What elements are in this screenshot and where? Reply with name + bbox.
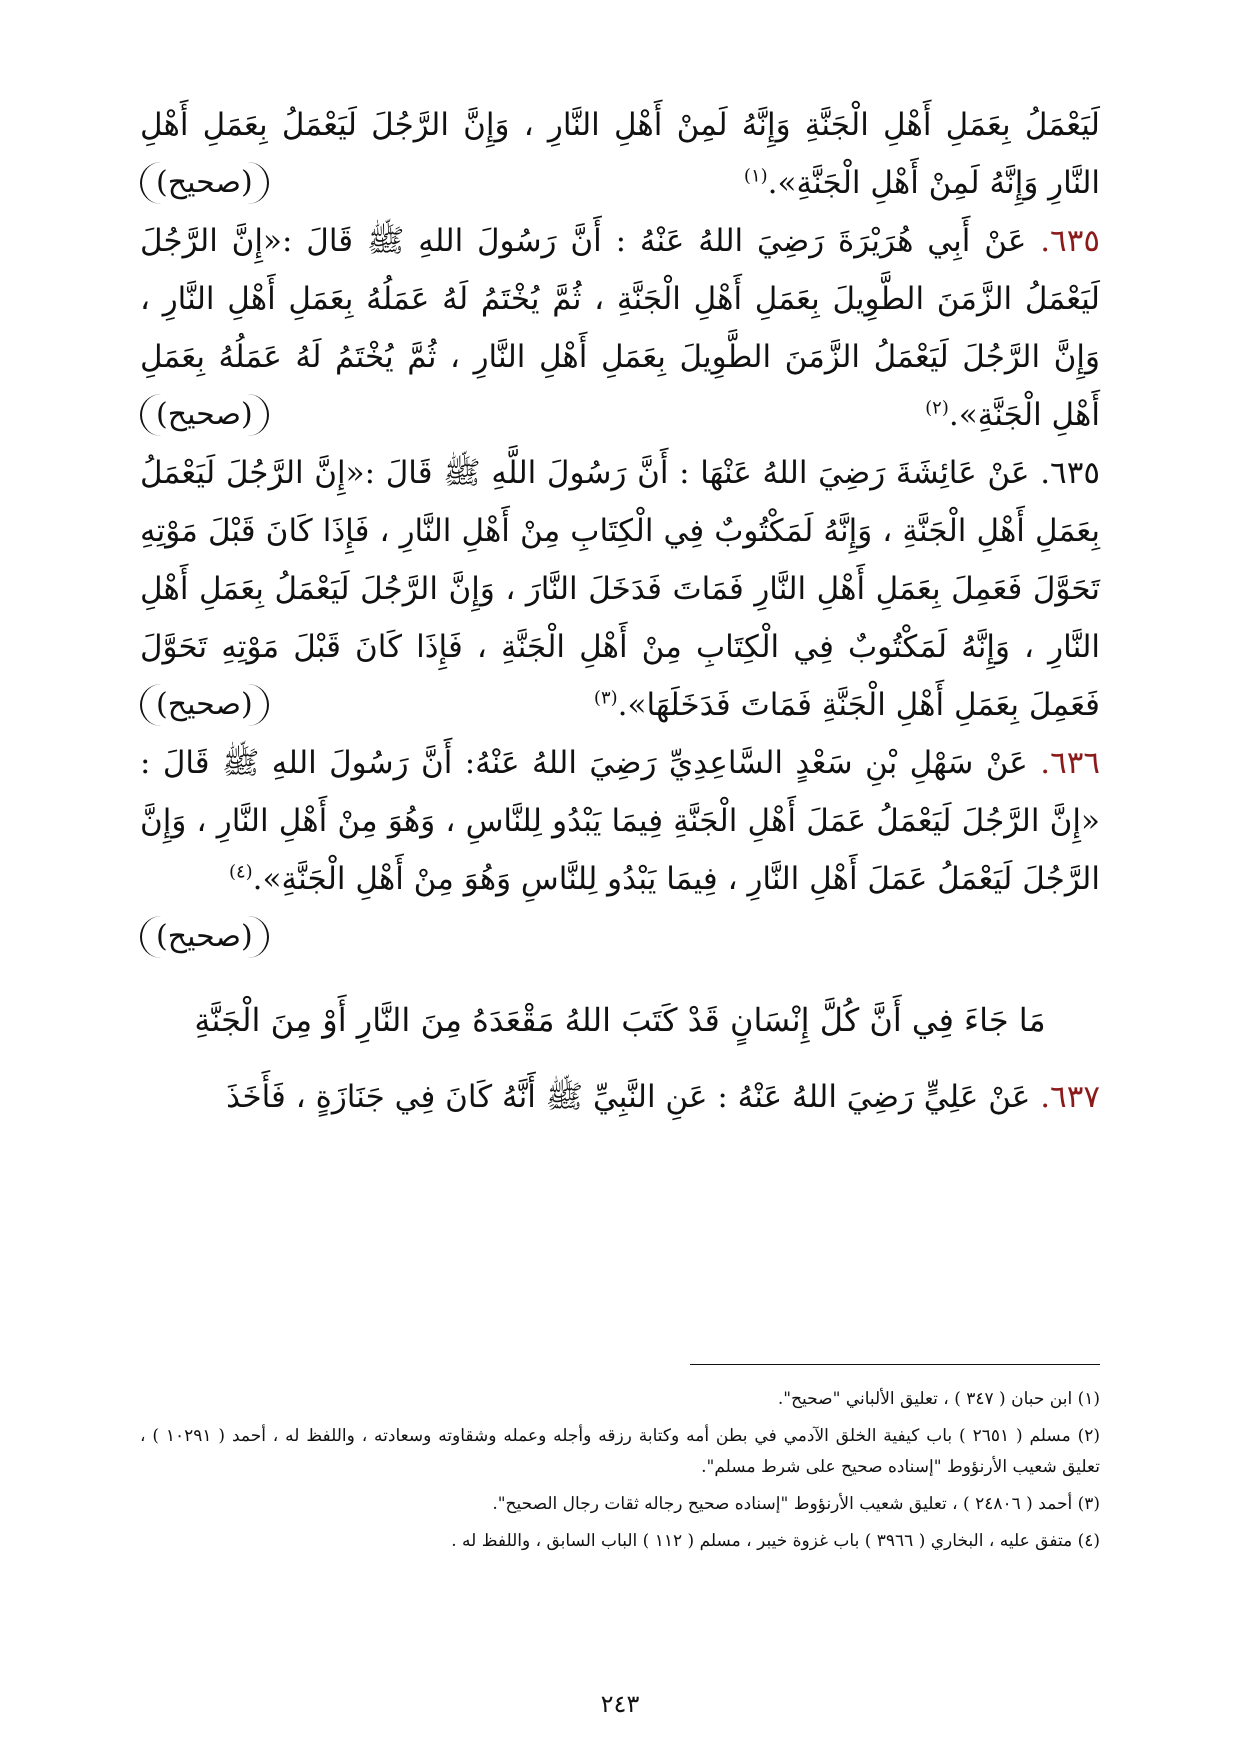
hadith-635b xyxy=(140,444,1100,734)
hadith-text: عَنْ عَائِشَةَ رَضِيَ اللهُ عَنْهَا : أَنَّ رَسُولَ اللَّهِ ﷺ قَالَ :«إِنَّ الرَّجُلَ لَيَعْمَلُ بِعَمَلِ أَهْلِ الْجَنَّةِ ، وَإِنَّهُ لَمَكْتُوبٌ فِي الْكِتَابِ مِنْ أَهْلِ النَّارِ ، فَإِذَا كَانَ قَبْلَ مَوْتِهِ تَحَوَّلَ فَعَمِلَ بِعَمَلِ أَهْلِ النَّارِ فَمَاتَ فَدَخَلَ النَّارَ ، وَإِنَّ الرَّجُلَ لَيَعْمَلُ بِعَمَلِ أَهْلِ النَّارِ ، وَإِنَّهُ لَمَكْتُوبٌ فِي الْكِتَابِ مِنْ أَهْلِ الْجَنَّةِ ، فَإِذَا كَانَ قَبْلَ مَوْتِهِ تَحَوَّلَ فَعَمِلَ بِعَمَلِ أَهْلِ الْجَنَّةِ فَمَاتَ فَدَخَلَهَا». xyxy=(140,455,1100,723)
hadith-number: ٦٣٥. xyxy=(1040,223,1100,259)
footnote-4: (٤) متفق عليه ، البخاري ( ٣٩٦٦ ) باب غزوة خيبر ، مسلم ( ١١٢ ) الباب السابق ، واللفظ له . xyxy=(451,1531,1100,1551)
main-text xyxy=(140,96,1100,1126)
hadith-635a xyxy=(140,212,1100,444)
footnote-2: (٢) مسلم ( ٢٦٥١ ) باب كيفية الخلق الآدمي في بطن أمه وكتابة رزقه وأجله وعمله وشقاوته وسعادته ، واللفظ له ، أحمد ( ١٠٢٩١ ) ، تعليق شعيب الأرنؤوط "إسناده صحيح على شرط مسلم". xyxy=(140,1426,1100,1477)
footnote-ref[interactable]: (٢) xyxy=(925,397,949,419)
hadith-continued xyxy=(140,96,1100,212)
hadith-text: لَيَعْمَلُ بِعَمَلِ أَهْلِ الْجَنَّةِ وَإِنَّهُ لَمِنْ أَهْلِ النَّارِ ، وَإِنَّ الرَّجُلَ لَيَعْمَلُ بِعَمَلِ أَهْلِ النَّارِ وَإِنَّهُ لَمِنْ أَهْلِ الْجَنَّةِ». xyxy=(140,107,1100,201)
footnote-1: (١) ابن حبان ( ٣٤٧ ) ، تعليق الألباني "صحيح". xyxy=(777,1389,1100,1409)
grade-badge: (صحيح) xyxy=(140,162,269,204)
grade-badge: (صحيح) xyxy=(140,916,269,958)
hadith-636 xyxy=(140,734,1101,954)
hadith-number: ٦٣٦. xyxy=(1040,745,1101,781)
footnote-3: (٣) أحمد ( ٢٤٨٠٦ ) ، تعليق شعيب الأرنؤوط "إسناده صحيح رجاله ثقات رجال الصحيح". xyxy=(492,1494,1100,1514)
grade-badge: (صحيح) xyxy=(140,684,269,726)
footnote-divider xyxy=(690,1364,1100,1365)
hadith-number: ٦٣٧. xyxy=(1040,1079,1100,1115)
hadith-text: عَنْ أَبِي هُرَيْرَةَ رَضِيَ اللهُ عَنْهُ : أَنَّ رَسُولَ اللهِ ﷺ قَالَ :«إِنَّ الرَّجُلَ لَيَعْمَلُ الزَّمَنَ الطَّوِيلَ بِعَمَلِ أَهْلِ الْجَنَّةِ ، ثُمَّ يُخْتَمُ لَهُ عَمَلُهُ بِعَمَلِ أَهْلِ النَّارِ ، وَإِنَّ الرَّجُلَ لَيَعْمَلُ الزَّمَنَ الطَّوِيلَ بِعَمَلِ أَهْلِ النَّارِ ، ثُمَّ يُخْتَمُ لَهُ عَمَلُهُ بِعَمَلِ أَهْلِ الْجَنَّةِ». xyxy=(140,223,1100,433)
chapter-title: مَا جَاءَ فِي أَنَّ كُلَّ إِنْسَانٍ قَدْ كَتَبَ اللهُ مَقْعَدَهُ مِنَ النَّارِ أَوْ مِنَ الْجَنَّةِ xyxy=(194,1001,1046,1039)
footnotes xyxy=(140,1384,1100,1563)
footnote-ref[interactable]: (٤) xyxy=(228,861,253,883)
hadith-text: عَنْ عَلِيٍّ رَضِيَ اللهُ عَنْهُ : عَنِ النَّبِيِّ ﷺ أَنَّهُ كَانَ فِي جَنَازَةٍ ، فَأَخَذَ xyxy=(226,1079,1031,1115)
hadith-number: ٦٣٥. xyxy=(1040,455,1100,491)
hadith-637 xyxy=(140,1068,1100,1126)
page-number: ٢٤٣ xyxy=(600,1690,640,1718)
hadith-text: عَنْ سَهْلِ بْنِ سَعْدٍ السَّاعِدِيِّ رَضِيَ اللهُ عَنْهُ: أَنَّ رَسُولَ اللهِ ﷺ قَالَ : «إِنَّ الرَّجُلَ لَيَعْمَلُ عَمَلَ أَهْلِ الْجَنَّةِ فِيمَا يَبْدُو لِلنَّاسِ ، وَهُوَ مِنْ أَهْلِ النَّارِ ، وَإِنَّ الرَّجُلَ لَيَعْمَلُ عَمَلَ أَهْلِ النَّارِ ، فِيمَا يَبْدُو لِلنَّاسِ وَهُوَ مِنْ أَهْلِ الْجَنَّةِ». xyxy=(140,745,1100,897)
footnote-ref[interactable]: (١) xyxy=(743,165,768,187)
footnote-ref[interactable]: (٣) xyxy=(593,687,618,709)
grade-badge: (صحيح) xyxy=(140,394,269,436)
